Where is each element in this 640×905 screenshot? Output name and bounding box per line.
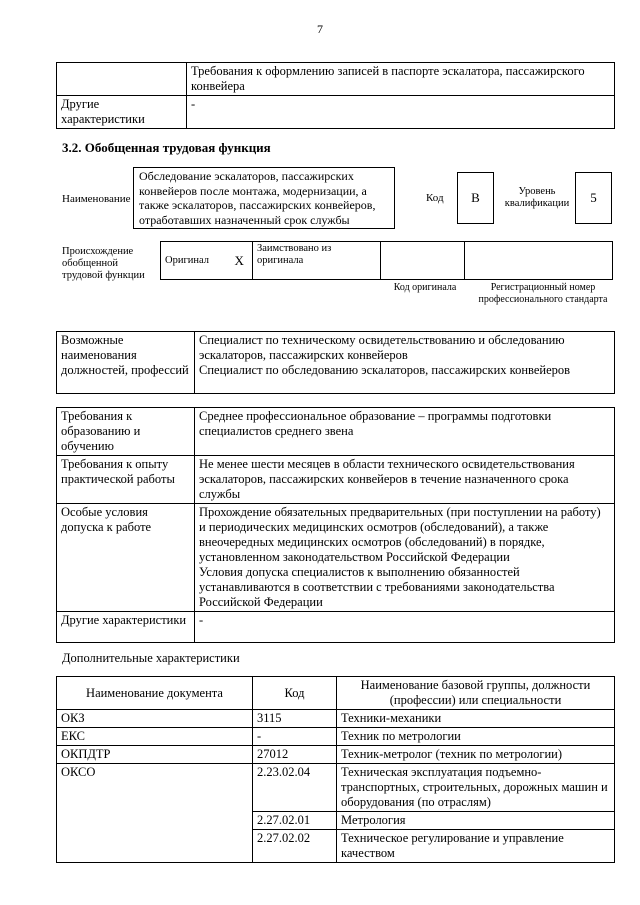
row-name: Метрология bbox=[337, 812, 615, 830]
borrowed-label: Заимствовано из оригинала bbox=[253, 242, 381, 280]
position-1: Специалист по техническому освидетельствованию и обследованию эскалаторов, пассажирских конвейеров bbox=[199, 333, 565, 362]
table-row bbox=[57, 710, 615, 728]
page-number: 7 bbox=[317, 22, 323, 36]
row-code: - bbox=[253, 728, 337, 746]
reg-number-caption: Регистрационный номер профессионального стандарта bbox=[478, 282, 608, 305]
row-name: Техник по метрологии bbox=[337, 728, 615, 746]
req-admission-label: Особые условия допуска к работе bbox=[57, 504, 195, 612]
name-label: Наименование bbox=[62, 193, 131, 205]
position-2: Специалист по обследованию эскалаторов, пассажирских конвейеров bbox=[199, 363, 571, 377]
additional-title: Дополнительные характеристики bbox=[62, 651, 240, 665]
top-table-row1-text: Требования к оформлению записей в паспорте эскалатора, пассажирского конвейера bbox=[187, 63, 615, 96]
row-doc: ОКЗ bbox=[57, 710, 253, 728]
row-name: Техники-механики bbox=[337, 710, 615, 728]
row-code: 2.23.02.04 bbox=[253, 764, 337, 812]
row-doc: ЕКС bbox=[57, 728, 253, 746]
table-row bbox=[57, 746, 615, 764]
row-code: 2.27.02.02 bbox=[253, 830, 337, 863]
top-table bbox=[56, 62, 615, 129]
req-other-value: - bbox=[195, 612, 615, 643]
req-admission-value2: Условия допуска специалистов к выполнению обязанностей устанавливаются в соответствии с требованиями законодательства Российской Федерации bbox=[199, 565, 555, 609]
header-code: Код bbox=[253, 677, 337, 710]
level-value: 5 bbox=[590, 190, 597, 205]
req-admission-value: Прохождение обязательных предварительных (при поступлении на работу) и периодических медицинских осмотров (обследований), а также внеочередных медицинских осмотров (обследований) в порядке, установленном законодательством Российской Федерации bbox=[199, 505, 601, 564]
top-table-row2-label: Другие характеристики bbox=[57, 96, 187, 129]
req-other-label: Другие характеристики bbox=[57, 612, 195, 643]
requirements-table bbox=[56, 407, 615, 643]
row-doc: ОКПДТР bbox=[57, 746, 253, 764]
req-education-label: Требования к образованию и обучению bbox=[57, 408, 195, 456]
header-name: Наименование базовой группы, должности (профессии) или специальности bbox=[337, 677, 615, 710]
code-value: B bbox=[471, 190, 480, 205]
origin-label: Происхождение обобщенной трудовой функции bbox=[62, 246, 145, 281]
name-value: Обследование эскалаторов, пассажирских конвейеров после монтажа, модернизации, а также эскалаторов, пассажирских конвейеров, отработавших назначенный срок службы bbox=[139, 169, 376, 227]
level-value-box bbox=[575, 172, 612, 224]
section-heading: 3.2. Обобщенная трудовая функция bbox=[62, 140, 271, 155]
req-experience-label: Требования к опыту практической работы bbox=[57, 456, 195, 504]
top-table-row2-value: - bbox=[187, 96, 615, 129]
positions-label: Возможные наименования должностей, профессий bbox=[57, 332, 195, 394]
table-row bbox=[57, 728, 615, 746]
row-code: 27012 bbox=[253, 746, 337, 764]
code-original-caption: Код оригинала bbox=[393, 282, 457, 293]
level-label: Уровень квалификации bbox=[504, 186, 570, 209]
positions-table bbox=[56, 331, 615, 394]
name-value-box bbox=[133, 167, 395, 229]
row-name: Техник-метролог (техник по метрологии) bbox=[337, 746, 615, 764]
row-name: Техническое регулирование и управление качеством bbox=[337, 830, 615, 863]
req-experience-value: Не менее шести месяцев в области технического освидетельствования эскалаторов, пассажирских конвейеров в течение назначенного срока службы bbox=[195, 456, 615, 504]
table-row bbox=[57, 764, 615, 812]
req-education-value: Среднее профессиональное образование – программы подготовки специалистов среднего звена bbox=[195, 408, 615, 456]
code-value-box bbox=[457, 172, 494, 224]
row-code: 2.27.02.01 bbox=[253, 812, 337, 830]
original-mark: X bbox=[227, 242, 253, 280]
row-code: 3115 bbox=[253, 710, 337, 728]
code-label: Код bbox=[426, 192, 444, 204]
additional-table bbox=[56, 676, 615, 863]
header-document: Наименование документа bbox=[57, 677, 253, 710]
row-doc: ОКСО bbox=[57, 764, 253, 863]
origin-table bbox=[160, 241, 613, 280]
original-label: Оригинал bbox=[161, 242, 227, 280]
row-name: Техническая эксплуатация подъемно-транспортных, строительных, дорожных машин и оборудования (по отраслям) bbox=[337, 764, 615, 812]
